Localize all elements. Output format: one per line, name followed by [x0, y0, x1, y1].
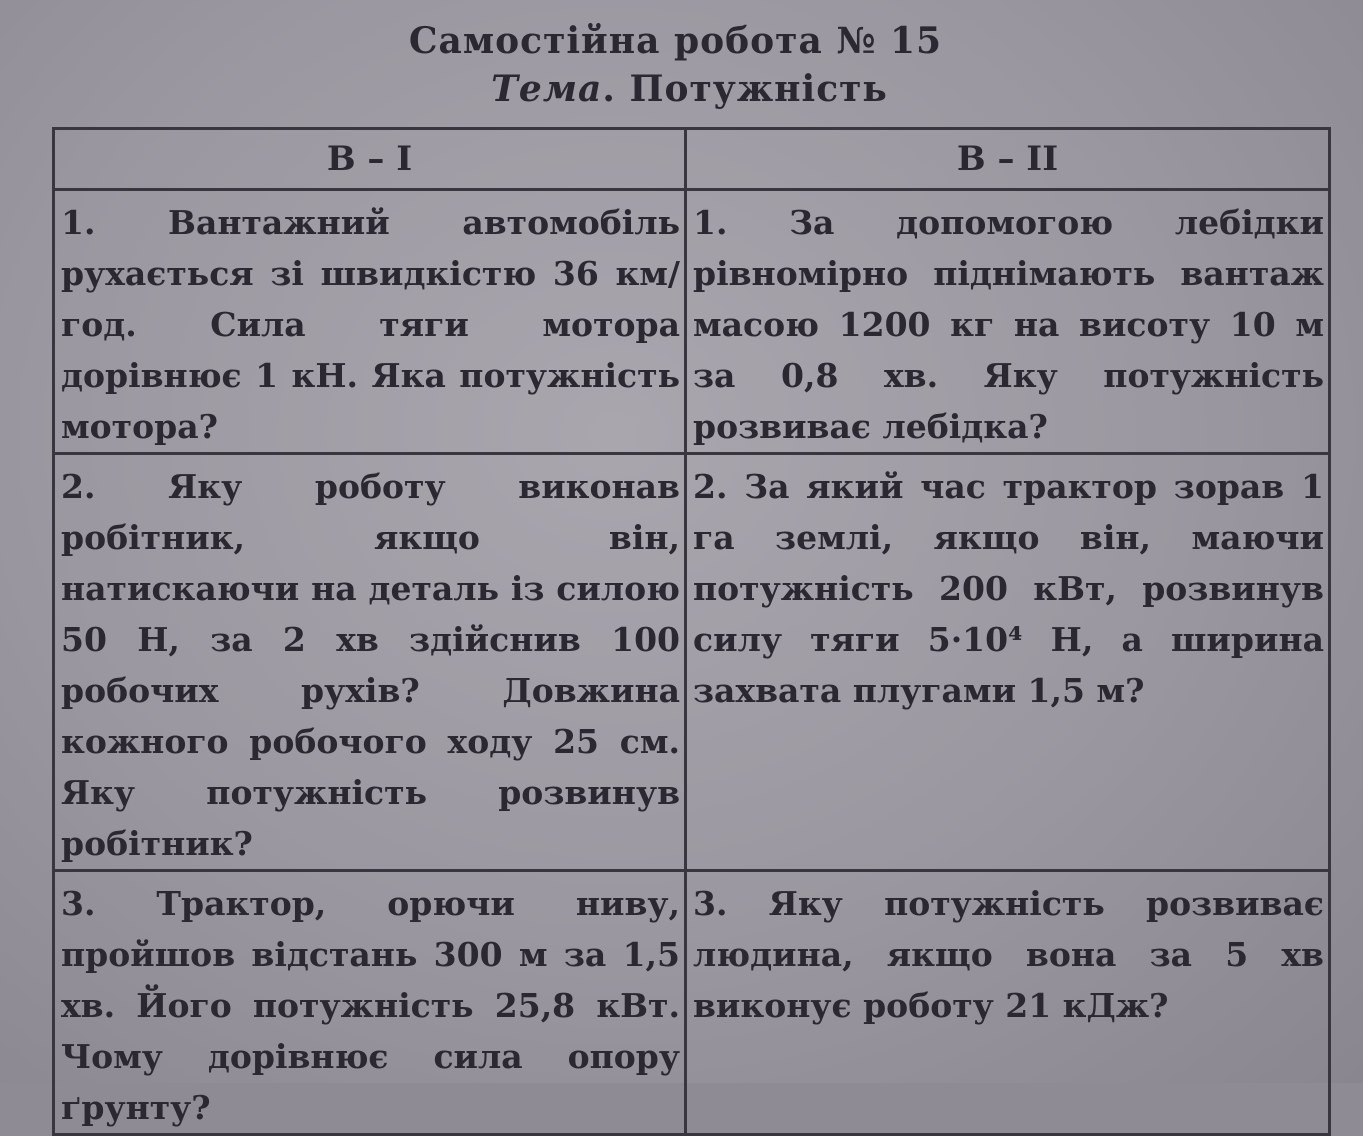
- task-text: 3. Яку потужність розвиває людина, якщо вона за 5 хв виконує роботу 21 кДж?: [693, 884, 1324, 1025]
- table-row: [54, 454, 1330, 871]
- topic-label: Тема: [491, 68, 603, 110]
- table-cell: [54, 190, 686, 454]
- table-row: [54, 871, 1330, 1135]
- table-cell: [54, 871, 686, 1135]
- task-text: 3. Трактор, орючи ниву, пройшов відстань 300 м за 1,5 хв. Його потужність 25,8 кВт. Чому дорівнює сила опору ґрунту?: [61, 884, 680, 1127]
- table-cell: [686, 454, 1330, 871]
- table-cell: [686, 190, 1330, 454]
- table-cell: [686, 871, 1330, 1135]
- task-text: 2. За який час трактор зорав 1 га землі, якщо він, маючи потужність 200 кВт, розвинув силу тяги 5·10⁴ Н, а ширина захвата плугами 1,5 м?: [693, 467, 1324, 710]
- variant-1-header: В – І: [54, 129, 686, 190]
- task-text: 1. Вантажний автомобіль рухається зі швидкістю 36 км/год. Сила тяги мотора дорівнює 1 кН. Яка потужність мотора?: [61, 203, 680, 446]
- table-cell: [54, 454, 686, 871]
- task-text: 2. Яку роботу виконав робітник, якщо він, натискаючи на деталь із силою 50 Н, за 2 хв здійснив 100 робочих рухів? Довжина кожного робочого ходу 25 см. Яку потужність розвинув робітник?: [61, 467, 680, 863]
- variant-2-header: В – ІІ: [686, 129, 1330, 190]
- topic-text: . Потужність: [602, 68, 888, 110]
- task-text: 1. За допомогою лебідки рівномірно піднімають вантаж масою 1200 кг на висоту 10 м за 0,8 хв. Яку потужність розвиває лебідка?: [693, 203, 1324, 446]
- page-subtitle: [8, 68, 1363, 110]
- page-title: Самостійна робота № 15: [408, 20, 943, 62]
- table-header-row: [54, 129, 1330, 190]
- tasks-table: [52, 127, 1331, 1136]
- table-row: [54, 190, 1330, 454]
